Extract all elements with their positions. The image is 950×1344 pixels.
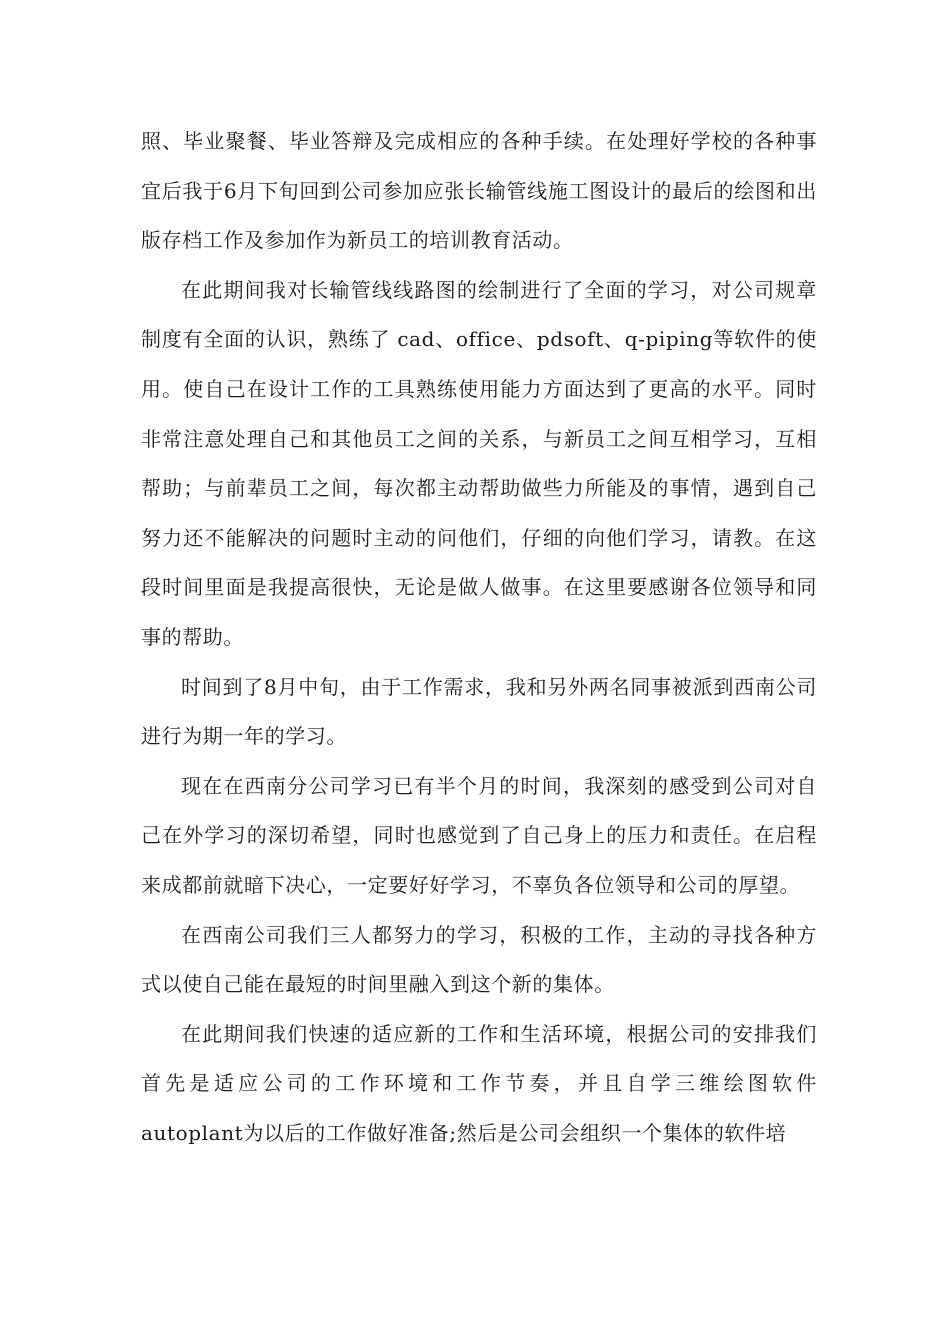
document-body [141, 117, 817, 1158]
paragraph: 照、毕业聚餐、毕业答辩及完成相应的各种手续。在处理好学校的各种事宜后我于6月下旬回到公司参加应张长输管线施工图设计的最后的绘图和出版存档工作及参加作为新员工的培训教育活动。 [141, 129, 817, 253]
paragraph: 在此期间我对长输管线线路图的绘制进行了全面的学习，对公司规章制度有全面的认识，熟练了 cad、office、pdsoft、q-piping等软件的使用。使自己在设计工作的工具熟练使用能力方面达到了更高的水平。同时非常注意处理自己和其他员工之间的关系，与新员工之间互相学习，互相帮助；与前辈员工之间，每次都主动帮助做些力所能及的事情，遇到自己努力还不能解决的问题时主动的问他们，仔细的向他们学习，请教。在这段时间里面是我提高很快，无论是做人做事。在这里要感谢各位领导和同事的帮助。 [141, 277, 817, 649]
paragraph: 在此期间我们快速的适应新的工作和生活环境，根据公司的安排我们首先是适应公司的工作环境和工作节奏，并且自学三维绘图软件autoplant为以后的工作做好准备;然后是公司会组织一个集体的软件培 [141, 1021, 817, 1145]
paragraph: 在西南公司我们三人都努力的学习，积极的工作，主动的寻找各种方式以使自己能在最短的时间里融入到这个新的集体。 [141, 922, 817, 997]
paragraph: 现在在西南分公司学习已有半个月的时间，我深刻的感受到公司对自己在外学习的深切希望，同时也感觉到了自己身上的压力和责任。在启程来成都前就暗下决心，一定要好好学习，不辜负各位领导和公司的厚望。 [141, 773, 817, 897]
paragraph: 时间到了8月中旬，由于工作需求，我和另外两名同事被派到西南公司进行为期一年的学习。 [141, 674, 817, 749]
